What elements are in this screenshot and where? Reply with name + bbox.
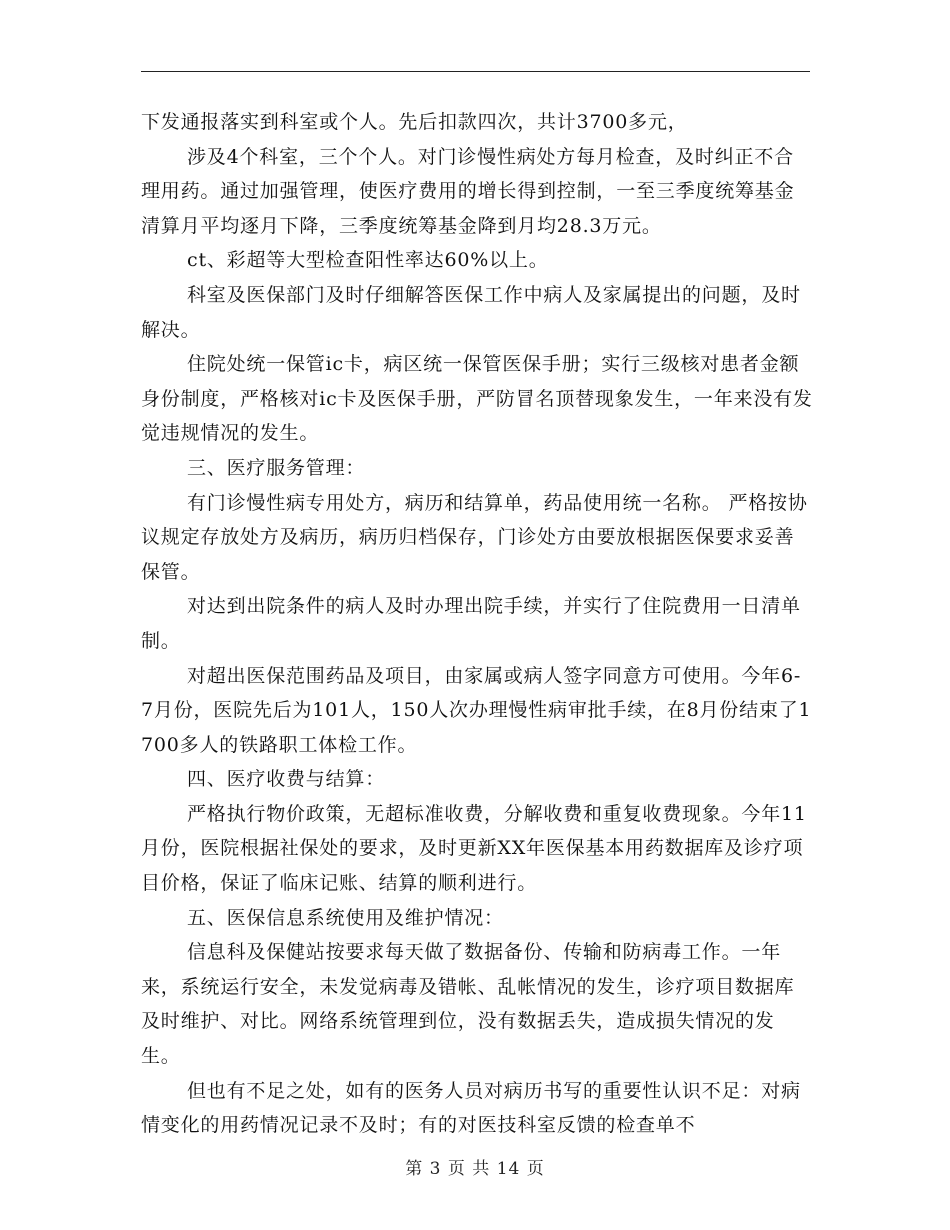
paragraph-13: 信息科及保健站按要求每天做了数据备份、传输和防病毒工作。一年来，系统运行安全，未发觉病毒及错帐、乱帐情况的发生，诊疗项目数据库及时维护、对比。网络系统管理到位，没有数据丢失，造成损失情况的发生。 [141,941,795,1068]
page-footer [0,1154,950,1179]
section-heading-5: 五、医保信息系统使用及维护情况： [187,906,504,929]
page-number-label: 第 3 页 共 14 页 [405,1159,545,1179]
header-rule [141,71,810,72]
paragraph-4: 科室及医保部门及时仔细解答医保工作中病人及家属提出的问题，及时解决。 [141,283,801,341]
paragraph-3: ct、彩超等大型检查阳性率达60%以上。 [187,249,549,272]
paragraph-11: 严格执行物价政策，无超标准收费，分解收费和重复收费现象。今年11月份，医院根据社保处的要求，及时更新XX年医保基本用药数据库及诊疗项目价格，保证了临床记账、结算的顺利进行。 [141,802,807,895]
paragraph-8: 对达到出院条件的病人及时办理出院手续，并实行了住院费用一日清单制。 [141,595,801,652]
section-heading-3: 三、医疗服务管理： [187,456,366,479]
paragraph-9: 对超出医保范围药品及项目，由家属或病人签字同意方可使用。今年6-7月份，医院先后为101人，150人次办理慢性病审批手续，在8月份结束了1700多人的铁路职工体检工作。 [141,664,812,756]
paragraph-1: 下发通报落实到科室或个人。先后扣款四次，共计3700多元， [141,111,688,133]
paragraph-5: 住院处统一保管ic卡，病区统一保管医保手册；实行三级核对患者金额身份制度，严格核对ic卡及医保手册，严防冒名顶替现象发生，一年来没有发觉违规情况的发生。 [141,353,813,445]
document-body [141,105,813,1143]
paragraph-14: 但也有不足之处，如有的医务人员对病历书写的重要性认识不足：对病情变化的用药情况记录不及时；有的对医技科室反馈的检查单不 [141,1079,801,1137]
section-heading-4: 四、医疗收费与结算： [187,768,386,791]
paragraph-2: 涉及4个科室，三个个人。对门诊慢性病处方每月检查，及时纠正不合理用药。通过加强管理，使医疗费用的增长得到控制，一至三季度统筹基金清算月平均逐月下降，三季度统筹基金降到月均28.3万元。 [141,145,795,237]
paragraph-7: 有门诊慢性病专用处方，病历和结算单，药品使用统一名称。 严格按协议规定存放处方及病历，病历归档保存，门诊处方由要放根据医保要求妥善保管。 [141,491,808,583]
